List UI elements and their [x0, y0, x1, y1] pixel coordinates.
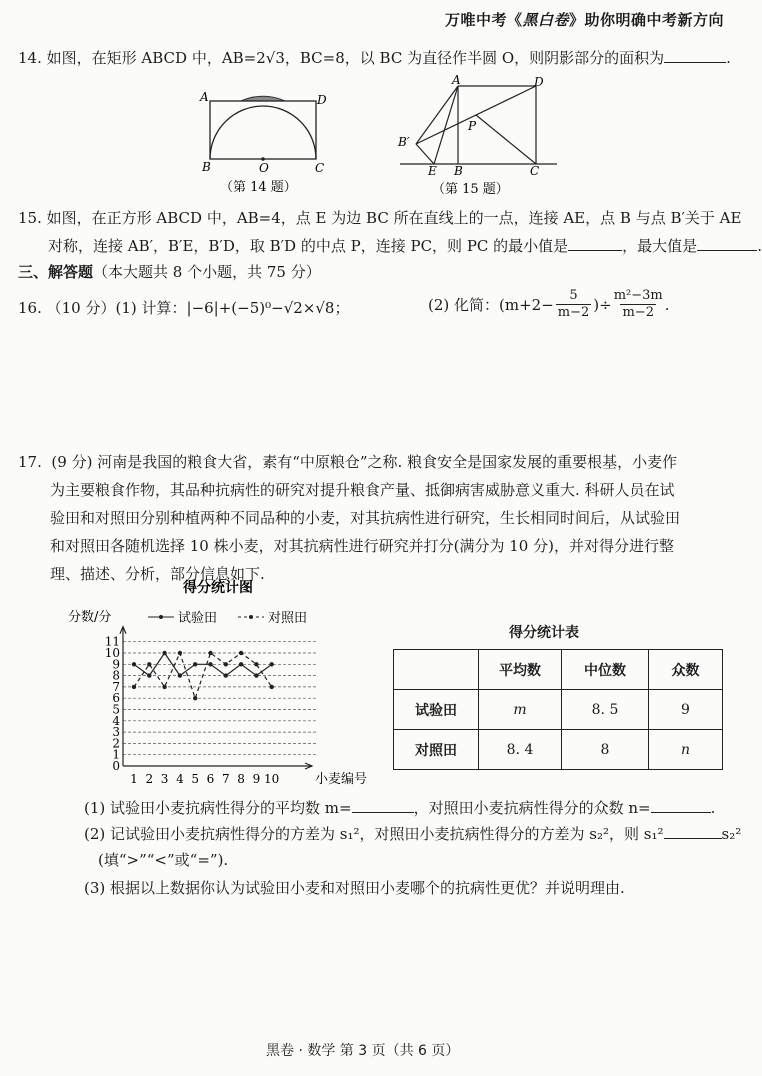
q17-m-blank[interactable] — [352, 798, 414, 813]
shaded-region — [241, 96, 285, 101]
page-header — [445, 9, 724, 30]
label-o: O — [259, 161, 269, 175]
data-point — [208, 651, 212, 655]
fraction-1: $\frac{5}{m-2}$ — [557, 288, 590, 320]
header-suffix: 》助你明确中考新方向 — [568, 11, 724, 29]
x-tick-label: 9 — [252, 772, 261, 786]
data-point — [224, 662, 228, 666]
data-point — [193, 696, 197, 700]
y-tick-label: 7 — [112, 679, 120, 694]
label-p: P — [468, 119, 477, 133]
question-16-part2: (2) 化简：(m+2− $\frac{5}{m-2}$ )÷ $\frac{\text{m²−3m}}{m-2}$ . — [428, 288, 670, 320]
question-16-part1: 16. （10 分）(1) 计算：|−6|+(−5)⁰−√2×√8； — [18, 299, 350, 317]
q17-compare-blank[interactable] — [664, 824, 722, 839]
data-point — [254, 662, 258, 666]
q15-max-blank[interactable] — [697, 236, 757, 251]
q17-n-blank[interactable] — [651, 798, 711, 813]
q17-sub2: (2) 记试验田小麦抗病性得分的方差为 s₁²，对照田小麦抗病性得分的方差为 s₂²，则 s₁² s₂² — [84, 825, 742, 843]
x-tick-label: 3 — [160, 772, 169, 786]
header-brand: 黑白卷 — [522, 11, 569, 29]
data-point — [208, 662, 212, 666]
legend-marker-1 — [159, 615, 163, 619]
y-tick-label: 4 — [112, 713, 120, 728]
score-line-chart — [60, 576, 400, 792]
q17-sub1: (1) 试验田小麦抗病性得分的平均数 m= ，对照田小麦抗病性得分的众数 n= . — [84, 799, 716, 817]
y-tick-label: 0 — [112, 759, 120, 773]
x-tick-label: 4 — [176, 772, 184, 786]
header-prefix: 万唯中考《 — [444, 11, 523, 29]
fraction-2: $\frac{\text{m²−3m}}{m-2}$ — [613, 288, 663, 320]
label-d: D — [534, 75, 544, 89]
label-a: A — [200, 90, 209, 104]
label-b: B — [454, 164, 463, 178]
y-axis-label: 分数/分 — [68, 610, 112, 625]
score-table — [393, 649, 723, 770]
data-point — [270, 685, 274, 689]
data-point — [147, 673, 151, 677]
data-point — [162, 651, 166, 655]
x-tick-label: 10 — [264, 772, 280, 786]
table-title: 得分统计表 — [509, 625, 579, 641]
chart-title: 得分统计图 — [183, 580, 253, 596]
data-point — [270, 662, 274, 666]
data-point — [239, 651, 243, 655]
x-tick-label: 1 — [130, 772, 138, 786]
label-c: C — [530, 164, 540, 178]
q14-number: 14. — [18, 49, 42, 67]
y-tick-label: 5 — [112, 702, 120, 717]
y-tick-label: 2 — [112, 736, 120, 751]
legend-label-1: 试验田 — [178, 611, 218, 626]
label-b-prime: B′ — [398, 135, 410, 149]
x-tick-label: 2 — [145, 772, 154, 786]
data-point — [224, 673, 228, 677]
legend-label-2: 对照田 — [268, 611, 308, 626]
label-d: D — [317, 93, 327, 107]
data-point — [132, 662, 136, 666]
y-tick-label: 10 — [104, 646, 120, 660]
q14-answer-blank[interactable] — [664, 48, 726, 63]
rectangle-abcd — [210, 101, 316, 159]
table-header-row: 平均数 中位数 众数 — [394, 650, 723, 690]
x-tick-label: 5 — [191, 772, 200, 786]
y-tick-label: 3 — [112, 725, 120, 740]
label-a: A — [452, 74, 461, 87]
question-15-line1: 15. 如图，在正方形 ABCD 中，AB=4，点 E 为边 BC 所在直线上的一点，连接 AE，点 B 与点 B′关于 AE — [18, 209, 742, 227]
data-point — [239, 662, 243, 666]
y-tick-label: 11 — [104, 634, 120, 649]
data-point — [132, 685, 136, 689]
table-row: 试验田 m 8. 5 9 — [394, 690, 723, 730]
y-tick-label: 6 — [112, 691, 120, 706]
x-tick-label: 7 — [221, 772, 230, 786]
table-row: 对照田 8. 4 8 n — [394, 730, 723, 770]
q17-sub2-note: (填“>”“<”或“=”). — [98, 851, 229, 869]
semicircle-o — [210, 106, 316, 159]
legend-marker-2 — [249, 615, 253, 619]
x-tick-label: 8 — [237, 772, 245, 786]
q17-sub3: (3) 根据以上数据你认为试验田小麦和对照田小麦哪个的抗病性更优？并说明理由. — [84, 879, 625, 897]
question-17: 17. (9 分) 河南是我国的粮食大省，素有“中原粮仓”之称. 粮食安全是国家发展的重要根基，小麦作 为主要粮食作物，其品种抗病性的研究对提升粮食产量、抵御病害威胁意义重大. 科研人员在试 验田和对照田分别种植两种不同品种的小麦，对其抗病性进行研究，生长相同时间后，从试验田 和对照田各随机选择 10 株小麦，对其抗病性进行研究并打分(满分为 10 分)，并对得分进行整 理、描述、分析，部分信息如下. — [18, 453, 681, 583]
data-point — [178, 651, 182, 655]
data-point — [193, 662, 197, 666]
x-axis-label: 小麦编号 — [315, 772, 368, 787]
label-b: B — [202, 160, 211, 174]
y-tick-label: 8 — [112, 668, 120, 683]
q14-text: 如图，在矩形 ABCD 中，AB=2√3，BC=8，以 BC 为直径作半圆 O，则阴影部分的面积为 — [46, 49, 665, 67]
label-c: C — [315, 161, 325, 175]
data-point — [178, 673, 182, 677]
question-15-line2: 对称，连接 AB′，B′E，B′D，取 B′D 的中点 P，连接 PC，则 PC 的最小值是 ，最大值是 . — [48, 237, 762, 255]
question-14: 14. 如图，在矩形 ABCD 中，AB=2√3，BC=8，以 BC 为直径作半圆 O，则阴影部分的面积为 . — [18, 49, 731, 67]
fig14-caption: （第 14 题） — [220, 180, 297, 195]
label-e: E — [428, 164, 437, 178]
figure-15 — [392, 74, 562, 200]
q15-min-blank[interactable] — [568, 236, 622, 251]
section-3-heading: 三、解答题（本大题共 8 个小题，共 75 分） — [18, 263, 321, 281]
data-point — [147, 662, 151, 666]
data-point — [162, 685, 166, 689]
fig15-caption: （第 15 题） — [432, 182, 509, 197]
y-tick-label: 9 — [112, 657, 120, 672]
data-point — [254, 673, 258, 677]
figure-14 — [190, 84, 340, 200]
page-footer: 黑卷 · 数学 第 3 页（共 6 页） — [266, 1043, 460, 1059]
x-tick-label: 6 — [206, 772, 215, 786]
y-tick-label: 1 — [112, 747, 120, 762]
